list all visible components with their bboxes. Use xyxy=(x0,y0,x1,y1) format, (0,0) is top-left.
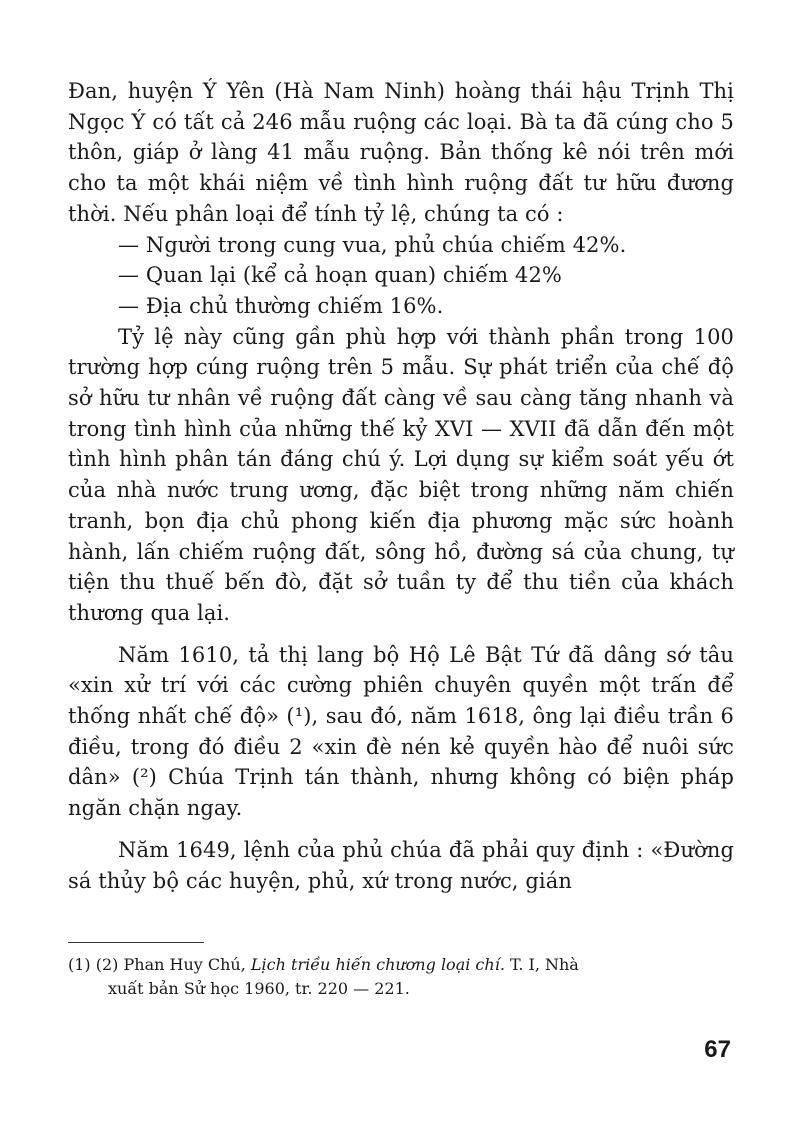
list-item: — Người trong cung vua, phủ chúa chiếm 42%. xyxy=(118,232,627,257)
body-text xyxy=(68,76,734,896)
page-number: 67 xyxy=(704,1036,731,1063)
paragraph-1: Đan, huyện Ý Yên (Hà Nam Ninh) hoàng thái hậu Trịnh Thị Ngọc Ý có tất cả 246 mẫu ruộng các loại. Bà ta đã cúng cho 5 thôn, giáp ở làng 41 mẫu ruộng. Bản thống kê nói trên mới cho ta một khái niệm về tình hình ruộng đất tư hữu đương thời. Nếu phân loại để tính tỷ lệ, chúng ta có : xyxy=(68,79,734,226)
footnote-line-1 xyxy=(68,953,734,977)
paragraph-4: Năm 1649, lệnh của phủ chúa đã phải quy định : «Đường sá thủy bộ các huyện, phủ, xứ trong nước, gián xyxy=(68,837,734,893)
footnote-line-2: xuất bản Sử học 1960, tr. 220 — 221. xyxy=(108,979,410,998)
list-item: — Địa chủ thường chiếm 16%. xyxy=(118,293,444,318)
footnote-book-title: Lịch triều hiến chương loại chí. xyxy=(250,955,505,974)
footnote-rest: T. I, Nhà xyxy=(510,955,579,974)
footnote xyxy=(68,953,734,1001)
footnote-marker: (1) (2) Phan Huy Chú, xyxy=(68,955,246,974)
list-item: — Quan lại (kể cả hoạn quan) chiếm 42% xyxy=(118,263,562,288)
paragraph-2: Tỷ lệ này cũng gần phù hợp với thành phần trong 100 trường hợp cúng ruộng trên 5 mẫu. Sự phát triển của chế độ sở hữu tư nhân về ruộng đất càng về sau càng tăng nhanh và trong tình hình của những thế kỷ XVI — XVII đã dẫn đến một tình hình phân tán đáng chú ý. Lợi dụng sự kiểm soát yếu ớt của nhà nước trung ương, đặc biệt trong những năm chiến tranh, bọn địa chủ phong kiến địa phương mặc sức hoành hành, lấn chiếm ruộng đất, sông hồ, đường sá của chung, tự tiện thu thuế bến đò, đặt sở tuần ty để thu tiền của khách thương qua lại. xyxy=(68,324,734,625)
paragraph-3: Năm 1610, tả thị lang bộ Hộ Lê Bật Tứ đã dâng sớ tâu «xin xử trí với các cường phiên chuyên quyền một trấn để thống nhất chế độ» (¹), sau đó, năm 1618, ông lại điều trần 6 điều, trong đó điều 2 «xin đè nén kẻ quyền hào để nuôi sức dân» (²) Chúa Trịnh tán thành, nhưng không có biện pháp ngăn chặn ngay. xyxy=(68,642,734,821)
footnote-divider xyxy=(68,942,204,943)
